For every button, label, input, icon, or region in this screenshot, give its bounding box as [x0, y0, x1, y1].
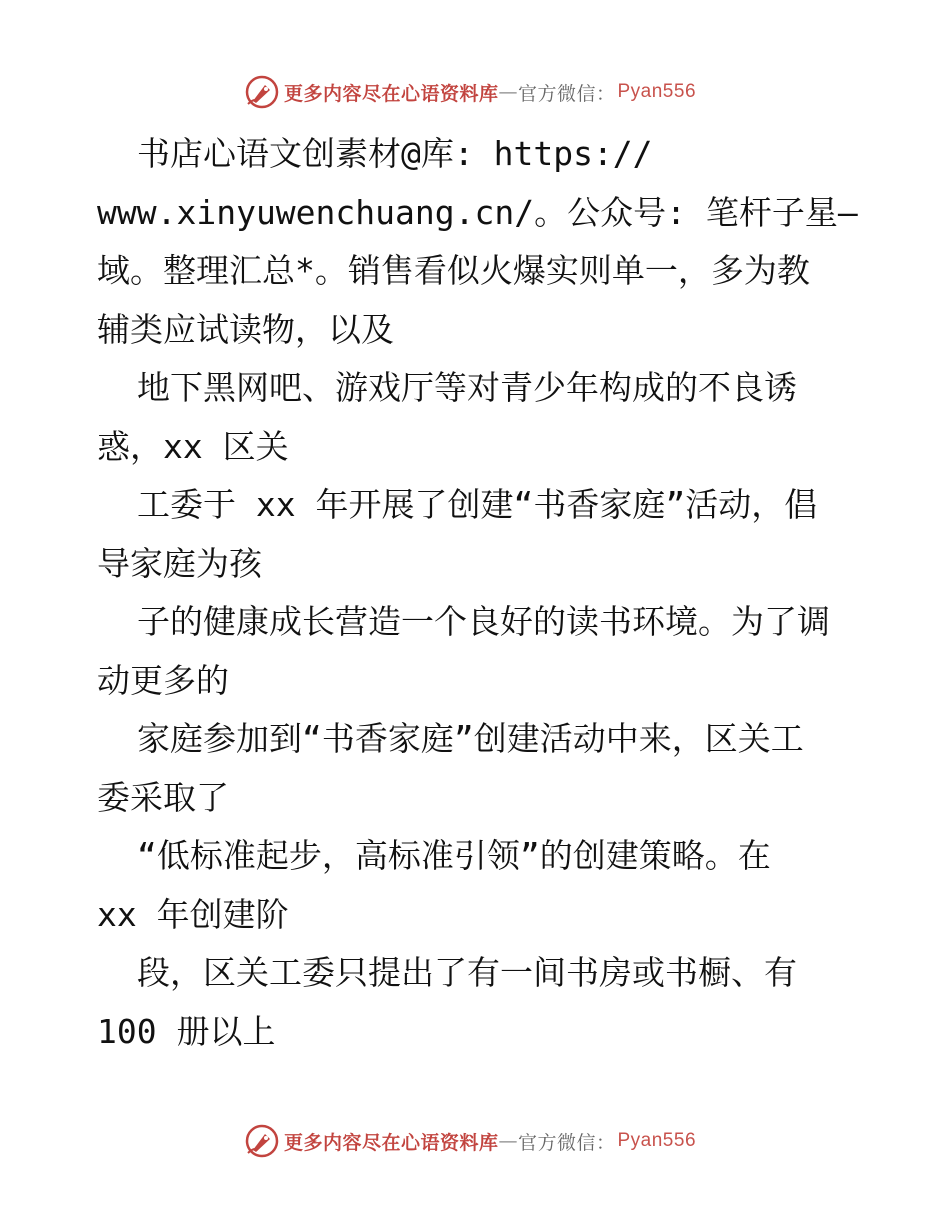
body-line: 段，区关工委只提出了有一间书房或书橱、有 [137, 953, 797, 992]
body-line: 导家庭为孩 [97, 543, 262, 583]
document-body [97, 125, 857, 1061]
body-line: 惑，xx 区关 [97, 426, 289, 466]
body-line: 工委于 xx 年开展了创建“书香家庭”活动，倡 [137, 485, 818, 524]
body-line: 子的健康成长营造一个良好的读书环境。为了调 [137, 602, 830, 641]
banner-label: 官方微信： [517, 1131, 616, 1154]
body-line: 动更多的 [97, 660, 229, 700]
body-line: 域。整理汇总*。销售看似火爆实则单一，多为教 [97, 251, 810, 290]
banner-wechat-id: Pyan556 [617, 81, 697, 102]
banner-main-text: 更多内容尽在心语资料库 [283, 1131, 499, 1154]
footer-banner [0, 1121, 950, 1161]
body-line: 家庭参加到“书香家庭”创建活动中来，区关工 [137, 719, 804, 758]
body-line: 100 册以上 [97, 1011, 276, 1051]
body-line: 辅类应试读物，以及 [97, 309, 394, 349]
banner-dash: — [498, 1130, 518, 1152]
body-line: “低标准起步，高标准引领”的创建策略。在 [137, 836, 771, 875]
pen-nib-logo-icon [244, 1123, 280, 1159]
body-line: www.xinyuwenchuang.cn/。公众号: 笔杆子星— [97, 192, 858, 232]
body-line: 书店心语文创素材@库: https:// [137, 134, 653, 173]
body-line: xx 年创建阶 [97, 894, 289, 934]
pen-nib-logo-icon [244, 74, 280, 110]
header-banner [0, 72, 950, 112]
banner-label: 官方微信： [517, 82, 616, 105]
banner-dash: — [498, 81, 518, 103]
body-line: 委采取了 [97, 777, 229, 817]
body-line: 地下黑网吧、游戏厅等对青少年构成的不良诱 [137, 368, 797, 407]
banner-wechat-id: Pyan556 [617, 1130, 697, 1151]
banner-main-text: 更多内容尽在心语资料库 [283, 82, 499, 105]
